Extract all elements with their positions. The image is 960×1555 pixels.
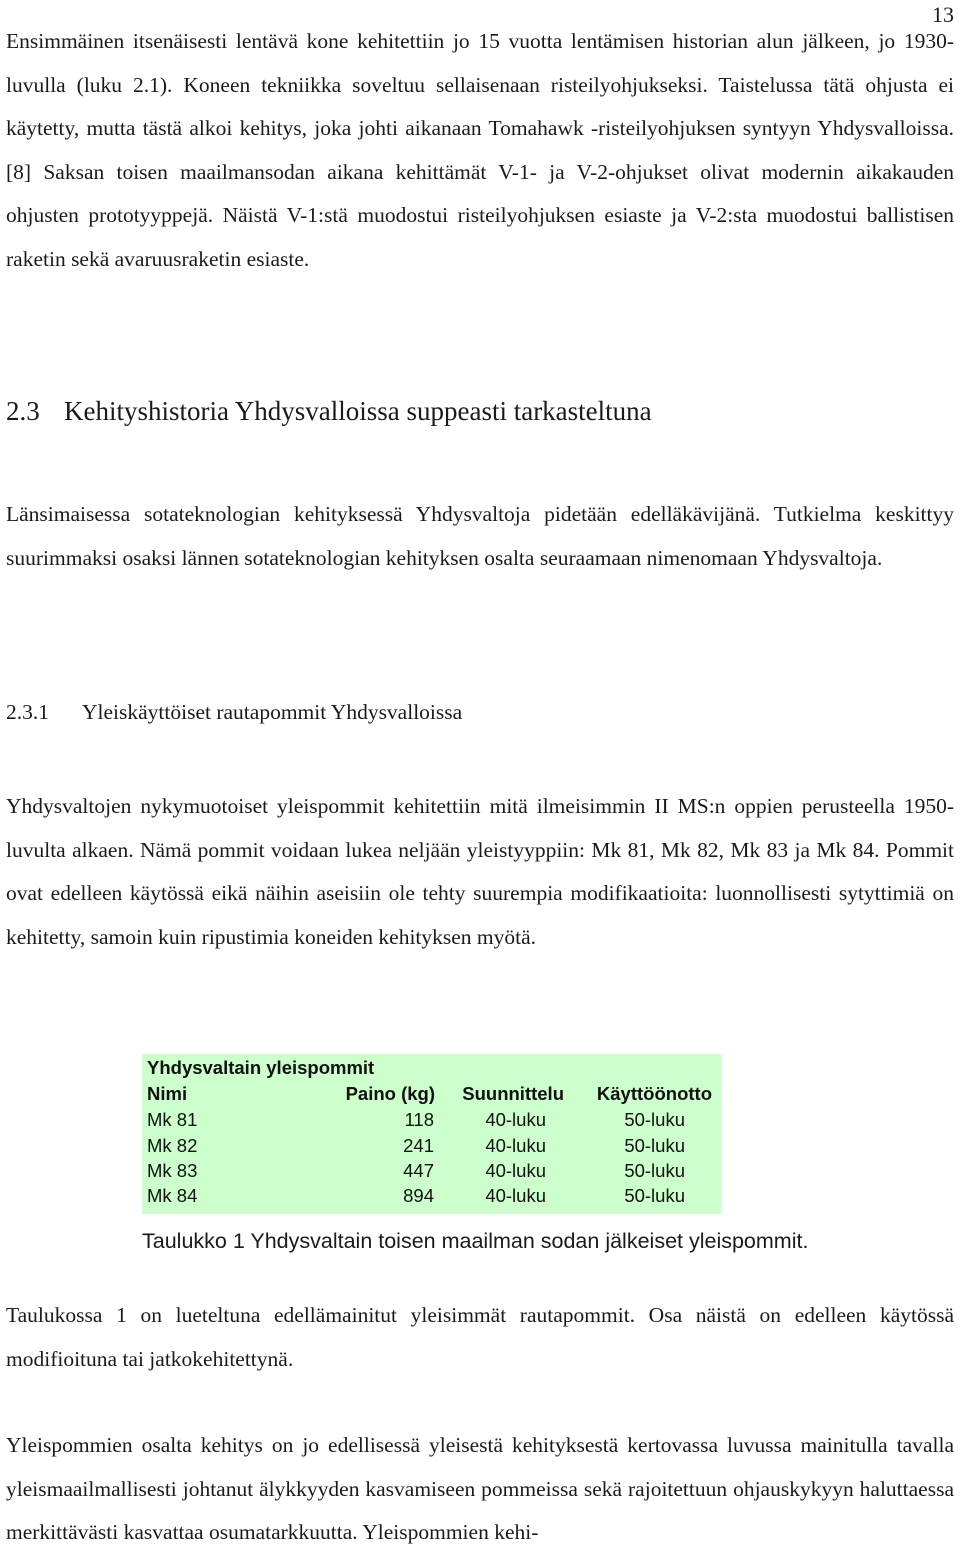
cell-name: Mk 82 — [147, 1135, 198, 1156]
subsection-heading — [6, 700, 462, 725]
cell-weight: 447 — [403, 1160, 434, 1181]
header-design: Suunnittelu — [462, 1083, 564, 1104]
paragraph-table-reference: Taulukossa 1 on lueteltuna edellämainitut yleisimmät rautapommit. Osa näistä on edelleen käytössä modifioituna tai jatkokehitettynä. — [6, 1303, 954, 1371]
table-caption: Taulukko 1 Yhdysvaltain toisen maailman sodan jälkeiset yleispommit. — [142, 1229, 809, 1253]
header-service: Käyttöönotto — [596, 1083, 712, 1104]
paragraph-intro: Ensimmäinen itsenäisesti lentävä kone kehitettiin jo 15 vuotta lentämisen historian alun jälkeen, jo 1930-luvulla (luku 2.1). Koneen tekniikka soveltuu sellaisenaan risteilyohjukseksi. Taistelussa tätä ohjusta ei käytetty, mutta tästä alkoi kehitys, joka johti aikanaan Tomahawk -risteilyohjuksen syntyyn Yhdysvalloissa. [8] Saksan toisen maailmansodan aikana kehittämät V-1- ja V-2-ohjukset olivat modernin aikakauden ohjusten prototyyppejä. Näistä V-1:stä muodostui risteilyohjuksen esiaste ja V-2:sta muodostui ballistisen raketin sekä avaruusraketin esiaste. — [6, 29, 954, 271]
paragraph-section-intro: Länsimaisessa sotateknologian kehityksessä Yhdysvaltoja pidetään edelläkävijänä. Tutkielma keskittyy suurimmaksi osaksi lännen sotateknologian kehityksen osalta seuraamaan nimenomaan Yhdysvaltoja. — [6, 502, 954, 570]
table-row — [142, 1160, 721, 1186]
page-number: 13 — [932, 2, 954, 27]
cell-service: 50-luku — [624, 1109, 685, 1130]
cell-name: Mk 83 — [147, 1160, 198, 1181]
paragraph-development: Yleispommien osalta kehitys on jo edellisessä yleisestä kehityksestä kertovassa luvussa mainitulla tavalla yleismaailmallisesti johtanut älykkyyden kasvamiseen pommeissa sekä rajoitettuun ohjauskykyyn haluttaessa merkittävästi kasvattaa osumatarkkuutta. Yleispommien kehi- — [6, 1433, 954, 1544]
bombs-table — [142, 1054, 721, 1214]
cell-service: 50-luku — [624, 1185, 685, 1206]
cell-name: Mk 84 — [147, 1185, 198, 1206]
cell-weight: 241 — [403, 1135, 434, 1156]
table-title: Yhdysvaltain yleispommit — [147, 1057, 375, 1078]
table-row — [142, 1109, 721, 1135]
cell-design: 40-luku — [485, 1185, 546, 1206]
cell-service: 50-luku — [624, 1160, 685, 1181]
subsection-title: Yleiskäyttöiset rautapommit Yhdysvalloissa — [82, 700, 463, 724]
cell-design: 40-luku — [485, 1160, 546, 1181]
cell-design: 40-luku — [485, 1135, 546, 1156]
subsection-number: 2.3.1 — [6, 700, 49, 724]
cell-weight: 118 — [404, 1109, 434, 1130]
cell-name: Mk 81 — [147, 1109, 198, 1130]
table-row — [142, 1135, 721, 1161]
cell-service: 50-luku — [624, 1135, 685, 1156]
section-number: 2.3 — [6, 396, 40, 426]
cell-weight: 894 — [403, 1185, 434, 1206]
paragraph-bombs: Yhdysvaltojen nykymuotoiset yleispommit kehitettiin mitä ilmeisimmin II MS:n oppien perusteella 1950-luvulta alkaen. Nämä pommit voidaan lukea neljään yleistyyppiin: Mk 81, Mk 82, Mk 83 ja Mk 84. Pommit ovat edelleen käytössä eikä näihin aseisiin ole tehty suurempia modifikaatioita: luonnollisesti sytyttimiä on kehitetty, samoin kuin ripustimia koneiden kehityksen myötä. — [6, 794, 954, 949]
header-name: Nimi — [147, 1083, 188, 1104]
section-heading — [6, 396, 652, 427]
section-title: Kehityshistoria Yhdysvalloissa suppeasti tarkasteltuna — [64, 396, 652, 426]
table-row — [142, 1185, 721, 1211]
cell-design: 40-luku — [485, 1109, 546, 1130]
table-header-row — [142, 1083, 721, 1109]
header-weight: Paino (kg) — [345, 1083, 435, 1104]
